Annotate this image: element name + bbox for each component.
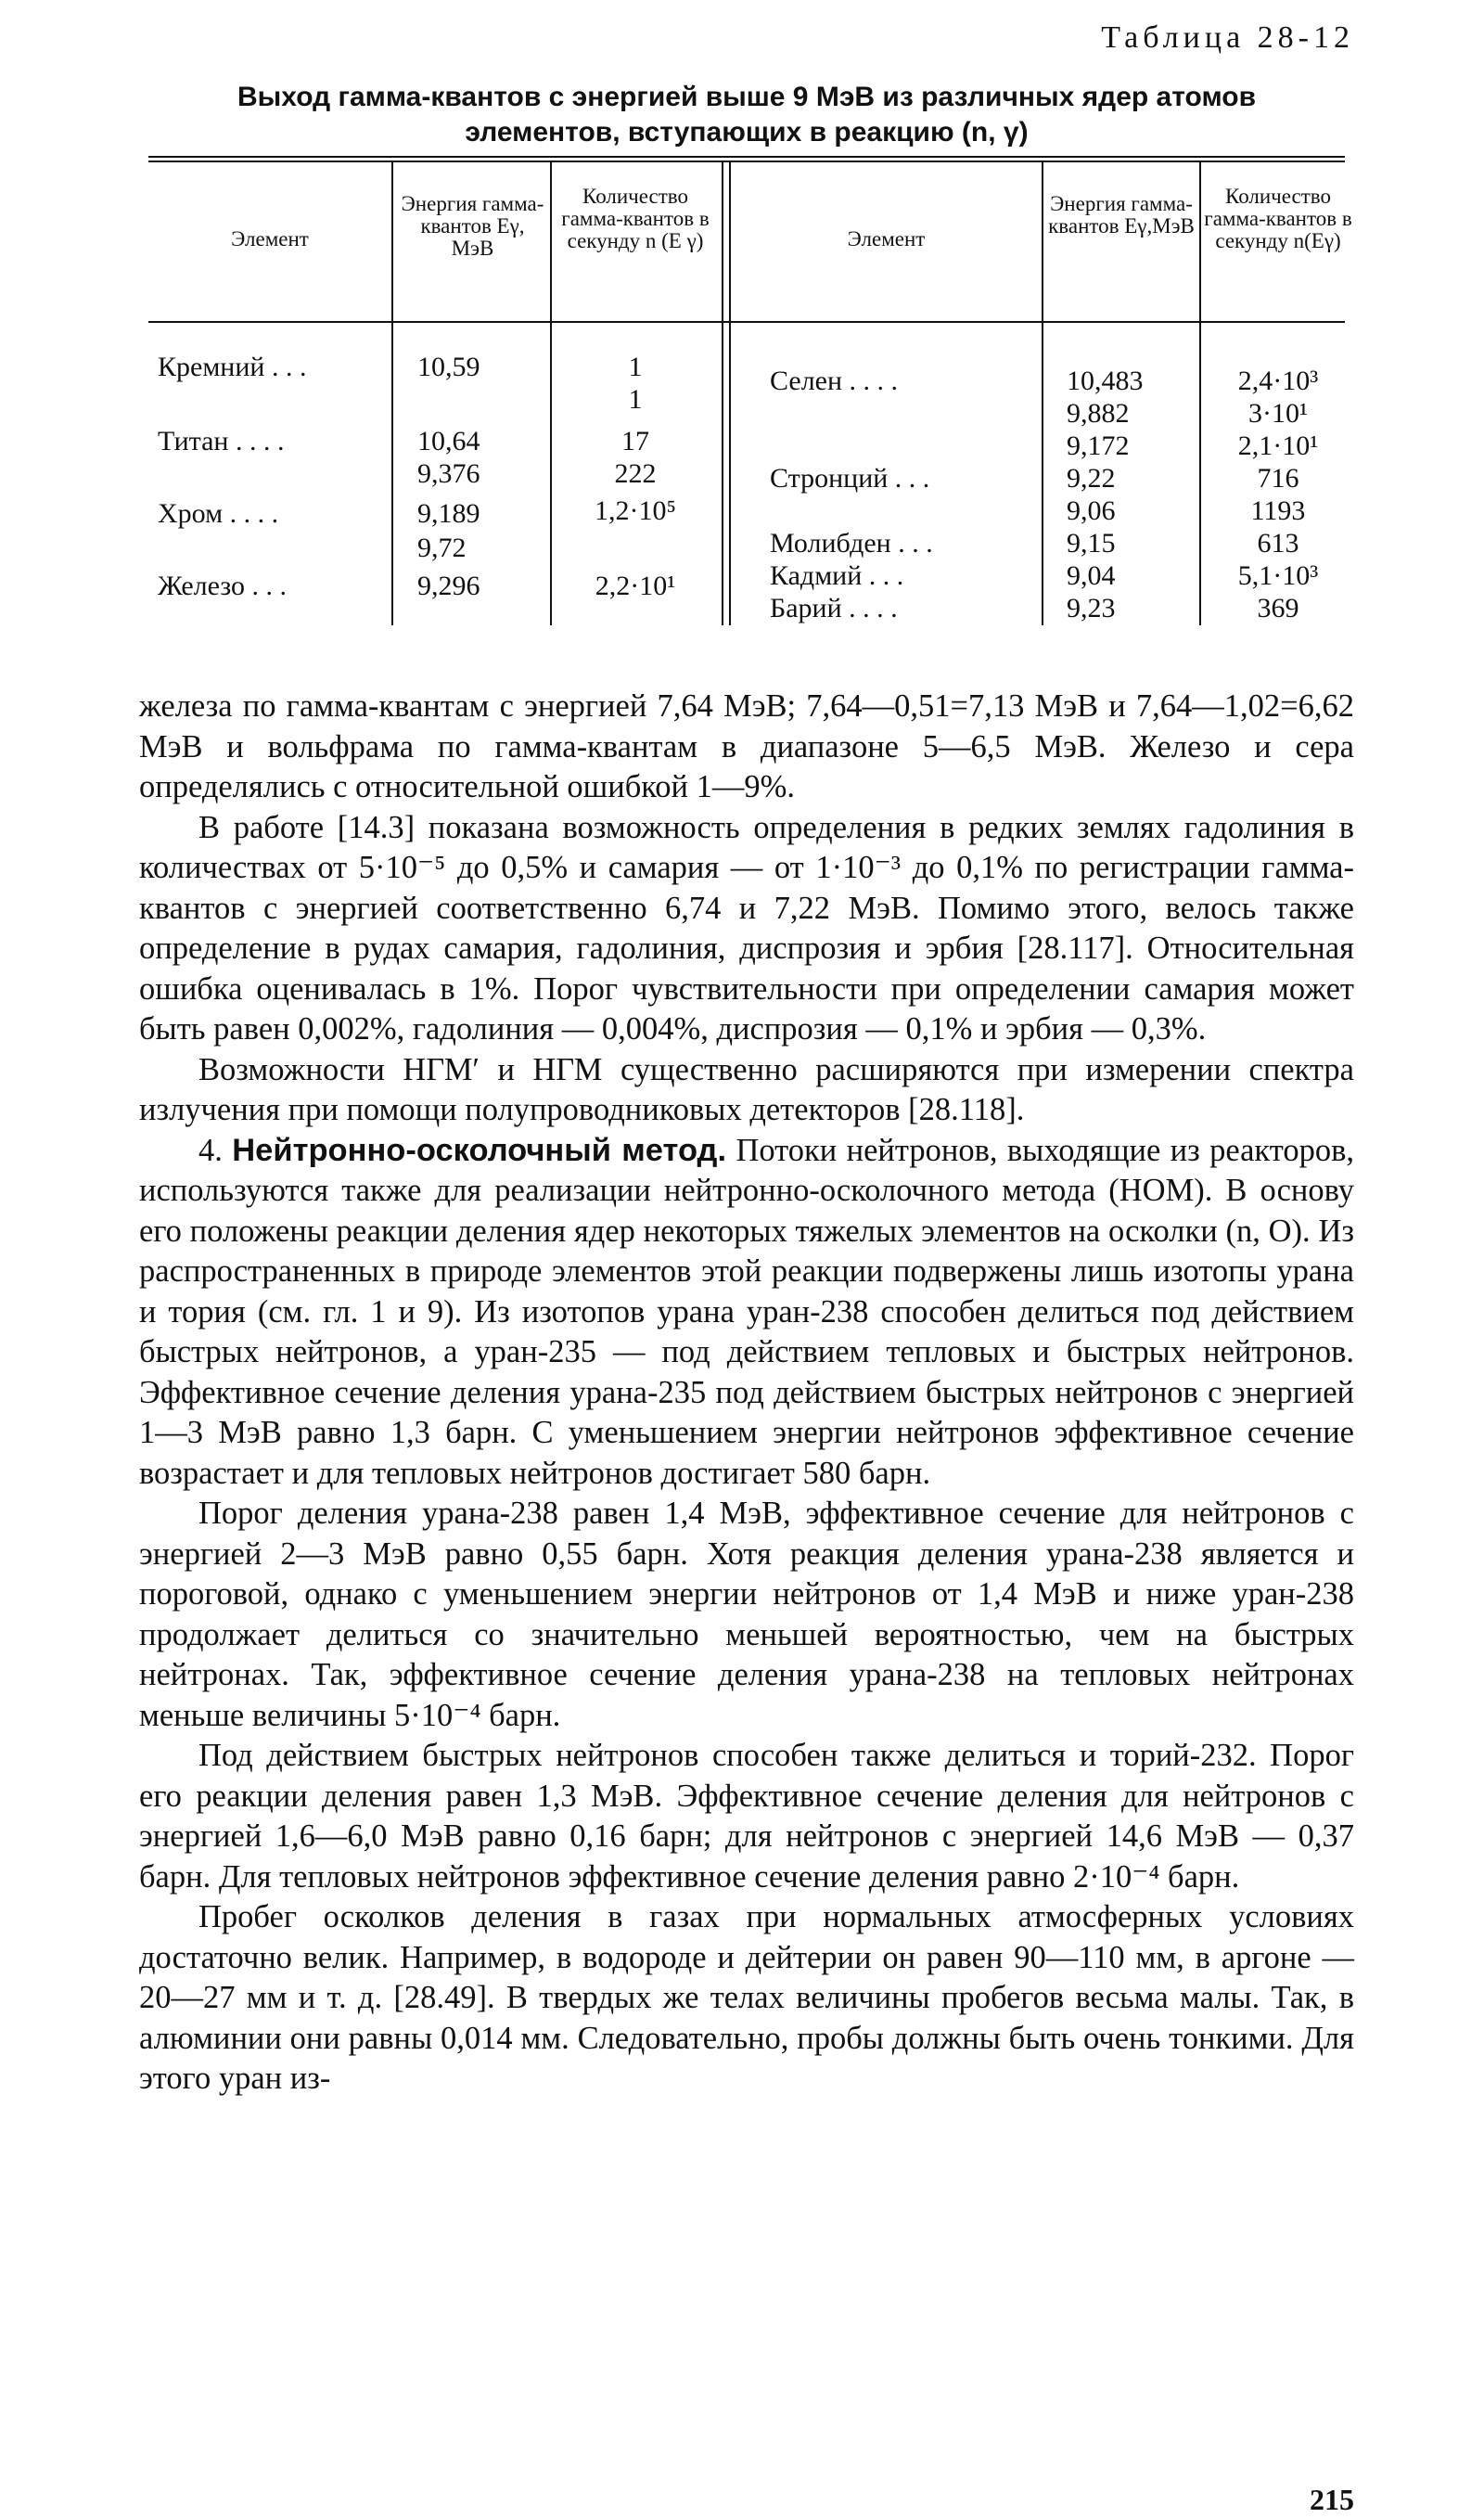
column-divider	[1042, 161, 1043, 625]
energy-value: 9,06	[1067, 495, 1116, 526]
energy-value: 9,22	[1067, 463, 1116, 494]
count-value: 369	[1257, 593, 1299, 623]
element-name: Железо . . .	[158, 571, 287, 601]
header-element: Элемент	[231, 227, 309, 251]
energy-value: 10,59	[417, 352, 480, 382]
element-name: Молибден . . .	[770, 528, 933, 559]
section-text: Потоки нейтронов, выходящие из реакторов, используются также для реализации нейтронно-осколочного метода (НОМ). В основу его положены реакции деления ядер некоторых тяжелых элементов на осколки (n, O). Из распространенных в природе элементов этой реакции подвержены лишь изотопы урана и тория (см. гл. 1 и 9). Из изотопов урана уран-238 способен делиться под действием быстрых нейтронов, а уран-235 — под действием тепловых и быстрых нейтронов. Эффективное сечение деления урана-235 под действием быстрых нейтронов с энергией 1—3 МэВ равно 1,3 барн. С уменьшением энергии нейтронов эффективное сечение возрастает и для тепловых нейтронов достигает 580 барн.	[139, 1132, 1355, 1491]
header-element-right: Элемент	[847, 227, 926, 251]
energy-value: 9,189	[417, 498, 480, 529]
header-count: Количество гамма-квантов в секунду n (E γ)	[561, 185, 710, 252]
table-top-rule-2	[148, 161, 1345, 162]
energy-value: 9,04	[1067, 560, 1116, 591]
header-energy: Энергия гамма-квантов Eγ, МэВ	[401, 192, 544, 260]
body-text	[139, 687, 1354, 2100]
element-name: Кадмий . . .	[770, 560, 904, 591]
paragraph: Возможности НГМ′ и НГМ существенно расширяются при измерении спектра излучения при помощи полупроводниковых детекторов [28.118].	[139, 1051, 1354, 1127]
energy-value: 9,296	[417, 571, 480, 601]
table-title	[139, 80, 1354, 150]
table-title-line1: Выход гамма-квантов с энергией выше 9 МэВ из различных ядер атомов	[237, 82, 1257, 112]
count-value: 1	[628, 352, 643, 382]
count-value: 613	[1257, 528, 1299, 559]
element-name: Селен . . . .	[770, 366, 899, 396]
element-name: Барий . . . .	[770, 593, 898, 623]
section-number: 4.	[198, 1132, 223, 1168]
paragraph: В работе [14.3] показана возможность определения в редких землях гадолиния в количествах от 5·10⁻⁵ до 0,5% и самария — от 1·10⁻³ до 0,1% по регистрации гамма-квантов с энергией соответственно 6,74 и 7,22 МэВ. Помимо этого, велось также определение в рудах самария, гадолиния, диспрозия и эрбия [28.117]. Относительная ошибка оценивалась в 1%. Порог чувствительности при определении самария может быть равен 0,002%, гадолиния — 0,004%, диспрозия — 0,1% и эрбия — 0,3%.	[139, 809, 1354, 1047]
element-name: Кремний . . .	[158, 352, 307, 382]
count-value: 2,4·10³	[1237, 366, 1319, 396]
count-value: 716	[1257, 463, 1299, 494]
energy-value: 10,64	[417, 426, 480, 456]
count-value: 2,1·10¹	[1237, 430, 1319, 461]
energy-value: 10,483	[1067, 366, 1144, 396]
header-count-right: Количество гамма-квантов в секунду n(Eγ)	[1204, 185, 1352, 252]
count-value: 17	[621, 426, 649, 456]
table-title-line2: элементов, вступающих в реакцию (n, γ)	[465, 117, 1029, 148]
paragraph: Порог деления урана-238 равен 1,4 МэВ, эффективное сечение для нейтронов с энергией 2—3 МэВ равно 0,55 барн. Хотя реакция деления урана-238 является и пороговой, однако с уменьшением энергии нейтронов от 1,4 МэВ и ниже уран-238 продолжает делиться со значительно меньшей вероятностью, чем на быстрых нейтронах. Так, эффективное сечение деления урана-238 на тепловых нейтронах меньше величины 5·10⁻⁴ барн.	[139, 1496, 1354, 1733]
paragraph: железа по гамма-квантам с энергией 7,64 МэВ; 7,64—0,51=7,13 МэВ и 7,64—1,02=6,62 МэВ и вольфрама по гамма-квантам в диапазоне 5—6,5 МэВ. Железо и сера определялись с относительной ошибкой 1—9%.	[139, 688, 1354, 804]
element-name: Титан . . . .	[158, 426, 285, 456]
table-top-rule	[148, 156, 1345, 158]
element-name: Хром . . . .	[158, 498, 279, 529]
count-value: 1,2·10⁵	[595, 495, 676, 526]
column-divider	[722, 161, 723, 625]
count-value: 5,1·10³	[1237, 560, 1319, 591]
count-value: 1193	[1250, 495, 1306, 526]
count-value: 1	[628, 384, 643, 415]
energy-value: 9,376	[417, 458, 480, 489]
paragraph: Пробег осколков деления в газах при нормальных атмосферных условиях достаточно велик. Например, в водороде и дейтерии он равен 90—110 мм, в аргоне — 20—27 мм и т. д. [28.49]. В твердых же телах величины пробегов весьма малы. Так, в алюминии они равны 0,014 мм. Следовательно, пробы должны быть очень тонкими. Для этого уран из-	[139, 1899, 1354, 2096]
energy-value: 9,72	[417, 533, 467, 563]
count-value: 3·10¹	[1248, 398, 1308, 429]
count-value: 222	[614, 458, 657, 489]
section-4-paragraph	[139, 1131, 1354, 1495]
table-caption: Таблица 28-12	[1101, 20, 1354, 55]
energy-value: 9,172	[1067, 430, 1130, 461]
column-divider	[1199, 161, 1201, 625]
header-energy-right: Энергия гамма-квантов Eγ,МэВ	[1048, 192, 1195, 238]
element-name: Стронций . . .	[770, 463, 930, 494]
paragraph: Под действием быстрых нейтронов способен также делиться и торий-232. Порог его реакции деления равен 1,3 МэВ. Эффективное сечение деления для нейтронов с энергией 1,6—6,0 МэВ равно 0,16 барн; для нейтронов с энергией 14,6 МэВ — 0,37 барн. Для тепловых нейтронов эффективное сечение деления равно 2·10⁻⁴ барн.	[139, 1738, 1354, 1895]
table-header-rule	[148, 321, 1345, 323]
column-divider	[391, 161, 393, 625]
data-table	[148, 156, 1352, 631]
section-heading: Нейтронно-осколочный метод.	[232, 1132, 727, 1168]
column-divider	[550, 161, 552, 625]
energy-value: 9,882	[1067, 398, 1130, 429]
energy-value: 9,23	[1067, 593, 1116, 623]
energy-value: 9,15	[1067, 528, 1116, 559]
count-value: 2,2·10¹	[595, 571, 676, 601]
page-number: 215	[1310, 2483, 1354, 2516]
